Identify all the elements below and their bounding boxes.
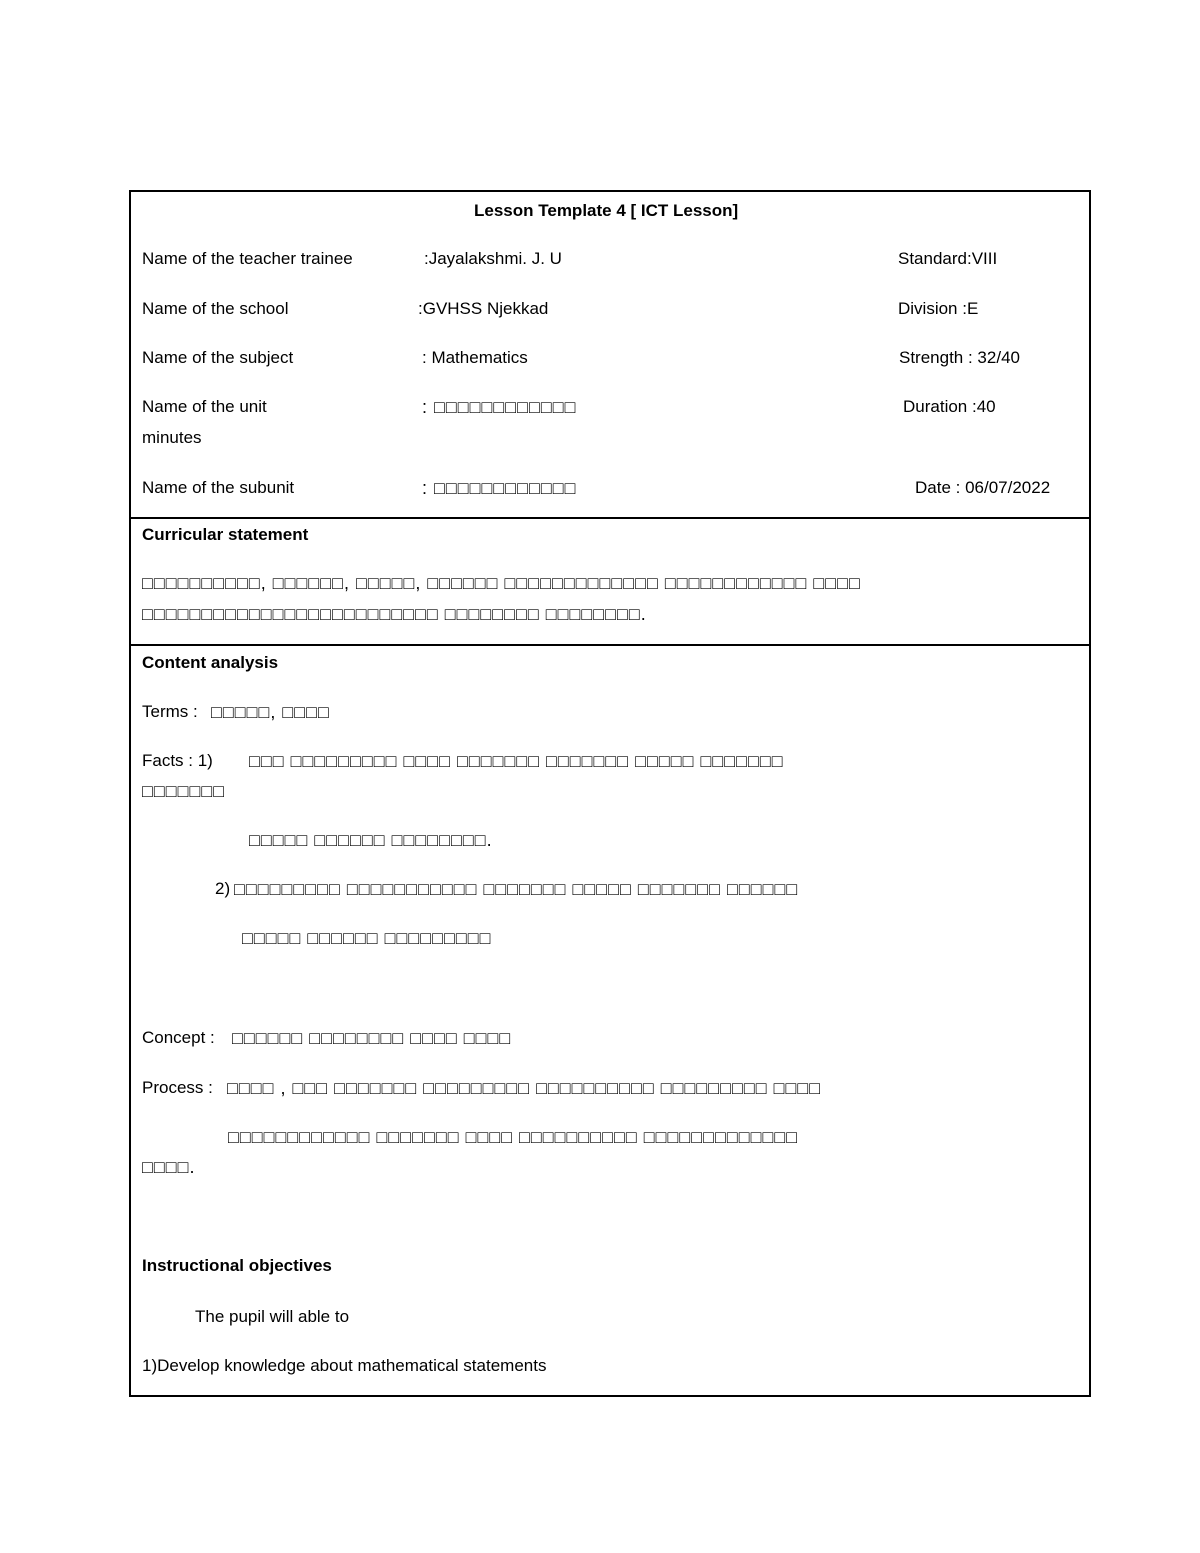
division-field: Division :E xyxy=(898,299,979,318)
fact-1-line-1: □□□ □□□□□□□□□ □□□□ □□□□□□□ □□□□□□□ □□□□□ □□□□□□□ xyxy=(249,751,784,771)
fact-2-line-2: □□□□□ □□□□□□ □□□□□□□□□ xyxy=(242,928,492,948)
process-line-2: □□□□□□□□□□□□ □□□□□□□ □□□□ □□□□□□□□□□ □□□□□□□□□□□□□ xyxy=(228,1127,799,1147)
terms-label: Terms : xyxy=(142,702,198,721)
objectives-heading: Instructional objectives xyxy=(142,1256,332,1275)
subject-label: Name of the subject xyxy=(142,348,294,367)
process-label: Process : xyxy=(142,1078,213,1097)
school-label: Name of the school xyxy=(142,299,289,318)
curricular-statement-box xyxy=(129,517,1091,646)
curricular-line-2: □□□□□□□□□□□□□□□□□□□□□□□□□ □□□□□□□□ □□□□□□□□. xyxy=(142,604,647,624)
lesson-header-box xyxy=(129,190,1091,519)
duration-continued: minutes xyxy=(142,428,202,447)
unit-value: : □□□□□□□□□□□□ xyxy=(422,397,577,417)
fact-1-line-3: □□□□□ □□□□□□ □□□□□□□□. xyxy=(249,830,493,850)
facts-label: Facts : 1) xyxy=(142,751,213,770)
lesson-title: Lesson Template 4 [ ICT Lesson] xyxy=(474,201,739,220)
concept-label: Concept : xyxy=(142,1028,215,1047)
content-analysis-box xyxy=(129,644,1091,1397)
subunit-label: Name of the subunit xyxy=(142,478,295,497)
curricular-line-1: □□□□□□□□□□, □□□□□□, □□□□□, □□□□□□ □□□□□□□□□□□□□ □□□□□□□□□□□□ □□□□ xyxy=(142,573,861,593)
date-field: Date : 06/07/2022 xyxy=(915,478,1051,497)
terms-value: □□□□□, □□□□ xyxy=(211,702,330,722)
curricular-heading: Curricular statement xyxy=(142,525,309,544)
fact-1-line-2: □□□□□□□ xyxy=(142,781,226,801)
process-line-1: □□□□ , □□□ □□□□□□□ □□□□□□□□□ □□□□□□□□□□ □□□□□□□□□ □□□□ xyxy=(227,1078,822,1098)
concept-value: □□□□□□ □□□□□□□□ □□□□ □□□□ xyxy=(232,1028,512,1048)
teacher-value: :Jayalakshmi. J. U xyxy=(424,249,562,268)
subunit-value: : □□□□□□□□□□□□ xyxy=(422,478,577,498)
content-heading: Content analysis xyxy=(142,653,279,672)
teacher-label: Name of the teacher trainee xyxy=(142,249,353,268)
process-line-3: □□□□. xyxy=(142,1157,196,1177)
duration-field: Duration :40 xyxy=(903,397,996,416)
objective-item-1: 1)Develop knowledge about mathematical statements xyxy=(142,1356,547,1375)
unit-label: Name of the unit xyxy=(142,397,267,416)
strength-field: Strength : 32/40 xyxy=(899,348,1020,367)
fact-2-number: 2) xyxy=(215,879,231,898)
standard-field: Standard:VIII xyxy=(898,249,998,268)
fact-2-line-1: □□□□□□□□□ □□□□□□□□□□□ □□□□□□□ □□□□□ □□□□□□□ □□□□□□ xyxy=(234,879,799,899)
subject-value: : Mathematics xyxy=(422,348,528,367)
school-value: :GVHSS Njekkad xyxy=(418,299,549,318)
objectives-intro: The pupil will able to xyxy=(195,1307,350,1326)
